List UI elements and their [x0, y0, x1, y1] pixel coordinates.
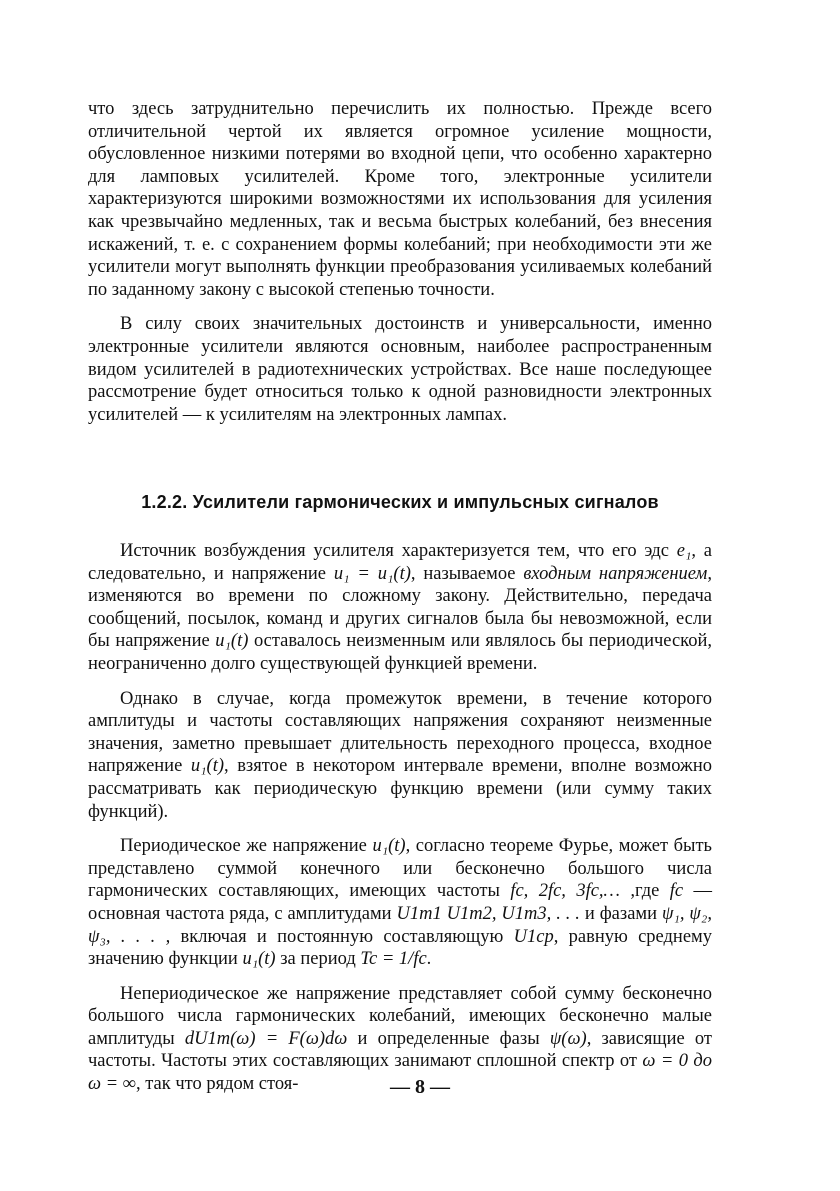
p3-text-4: — основная частота ряда, с амплитудами — [88, 881, 712, 924]
p3-dc-component: U1ср — [513, 926, 554, 947]
p2-text-2: , взятое в некотором интервале времени, вполне возможно рассматривать как периодическую функцию времени (или сумму таких функций). — [88, 756, 712, 822]
p3-phases: ψ₁, ψ₂, ψ₃, . . . , — [88, 903, 712, 947]
p4-range: ω = 0 до ω = ∞ — [88, 1051, 712, 1095]
p2-voltage: u₁(t) — [190, 756, 225, 777]
p1-text-1: Источник возбуждения усилителя характеризуется тем, что его эдс — [120, 541, 677, 561]
intro-paragraph-1: что здесь затруднительно перечислить их полностью. Прежде всего отличительной чертой их является огромное усиление мощности, обусловленное низкими потерями во входной цепи, что особенно характерно для ламповых усилителей. Кроме того, электронные усилители характеризуются широкими возможностями их использования для усиления как чрезвычайно медленных, так и весьма быстрых колебаний, без внесения искажений, т. е. с сохранением формы колебаний; при необходимости эти же усилители могут выполнять функции преобразования усиливаемых колебаний по заданному закону с высокой степенью точности. — [88, 99, 712, 300]
p3-period: Tc = 1/fc — [360, 949, 427, 970]
p1-voltage-eq: u₁ = u₁(t) — [333, 563, 411, 584]
section-body — [88, 540, 712, 1096]
p3-text-1: Периодическое же напряжение — [120, 836, 373, 857]
p3-amplitudes: U1m1 U1m2, U1m3, . . . — [396, 903, 580, 924]
paragraph-1 — [88, 540, 712, 676]
p2-text-1: Однако в случае, когда промежуток времени, в течение которого амплитуды и частоты составляющих напряжения сохраняют неизменные значения, заметно превышает длительность переходного процесса, входное напряжение — [88, 688, 712, 777]
page-number: — 8 — — [390, 1076, 450, 1098]
section-heading: 1.2.2. Усилители гармонических и импульсных сигналов — [141, 492, 659, 512]
p1-text-3: , называемое — [410, 563, 524, 584]
p1-text-4: изменяются во времени по сложному закону. Действительно, передача сообщений, посылок, команд и других сигналов была бы невозможной, если бы напряжение — [88, 586, 712, 652]
p3-voltage: u₁(t) — [372, 836, 406, 857]
p4-text-2: и определенные фазы — [347, 1028, 550, 1049]
p3-frequencies: fc, 2fc, 3fc,… , — [510, 881, 636, 902]
paragraph-3 — [88, 835, 712, 971]
p3-text-7: , равную среднему значению функции — [88, 926, 713, 970]
p4-text-4: , так что рядом стоя- — [135, 1074, 299, 1095]
p1-text-5: оставалось неизменным или являлось бы периодической, неограниченно долго существующей функцией времени. — [88, 631, 712, 674]
p3-text-6: включая и постоянную составляющую — [170, 926, 514, 947]
p3-voltage-2: u₁(t) — [242, 949, 276, 970]
paragraph-2 — [88, 688, 712, 824]
intro-paragraph-2: В силу своих значительных достоинств и универсальности, именно электронные усилители являются основным, наиболее распространенным видом усилителей в радиотехнических устройствах. Все наше последующее рассмотрение будет относиться только к одной разновидности электронных усилителей — к усилителям на электронных лампах. — [88, 314, 712, 425]
p1-term: входным напряжением, — [523, 563, 712, 584]
p4-phase: ψ(ω) — [549, 1028, 587, 1049]
p3-text-5: и фазами — [579, 903, 662, 924]
p1-emf: e₁ — [676, 541, 692, 561]
p1-text-2: , а следовательно, и напряжение — [88, 541, 712, 584]
p3-text-8: за период — [275, 949, 361, 970]
p4-text-1: Непериодическое же напряжение представляет собой сумму бесконечно большого числа гармонических колебаний, имеющих бесконечно малые амплитуды — [88, 983, 712, 1049]
p3-text-3: где — [635, 881, 670, 902]
p4-text-3: , зависящие от частоты. Частоты этих составляющих занимают сплошной спектр от — [88, 1028, 712, 1072]
intro-text — [88, 98, 712, 426]
p3-base-frequency: fc — [669, 881, 684, 902]
p1-voltage: u₁(t) — [215, 631, 249, 652]
p4-amplitude: dU1m(ω) = F(ω)dω — [184, 1028, 348, 1049]
p3-text-9: . — [426, 949, 432, 970]
p3-text-2: , согласно теореме Фурье, может быть представлено суммой конечного или бесконечно большого числа гармонических составляющих, имеющих частоты — [88, 836, 712, 902]
